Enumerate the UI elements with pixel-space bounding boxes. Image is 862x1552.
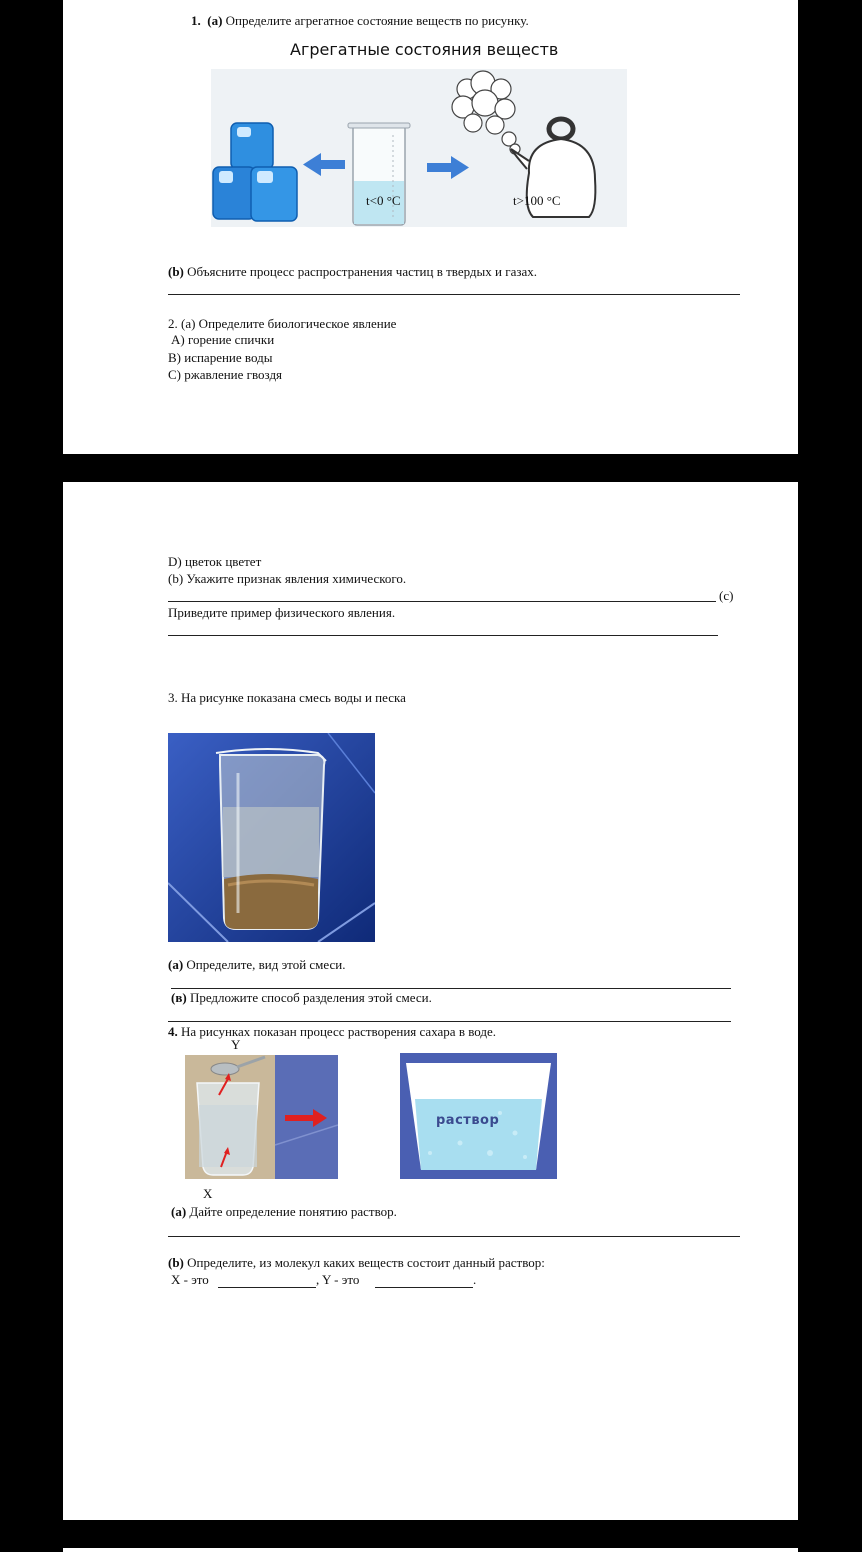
end-dot: . [473,1272,477,1287]
label-y: Y [231,1037,241,1052]
answer-line-x[interactable] [218,1287,316,1288]
ice-cubes-icon [213,123,297,221]
answer-line-2b[interactable] [168,601,716,602]
question-2a: 2. (а) Определите биологическое явление [168,316,397,331]
y-is-label: , Y - это [316,1272,360,1287]
option-b: B) испарение воды [168,350,273,365]
beaker-icon [348,123,410,225]
answer-line-y[interactable] [375,1287,473,1288]
answer-line-2c[interactable] [168,635,718,636]
sugar-dissolving-photo [185,1055,338,1179]
question-2c-marker: (c) [719,588,734,603]
arrow-right-icon [427,156,469,179]
solution-diagram [400,1053,557,1179]
figure-title: Агрегатные состояния веществ [290,40,559,59]
solution-label: раствор [436,1113,500,1128]
answer-line-3b[interactable] [168,1021,731,1022]
worksheet-page-1 [63,0,798,454]
temperature-hot-label: t>100 °C [513,193,561,208]
glass-with-spoon-illustration [185,1055,338,1179]
option-a: A) горение спички [171,332,275,347]
temperature-cold-label: t<0 °C [366,193,401,208]
states-of-matter-illustration [211,69,627,227]
answer-line-4a[interactable] [168,1236,740,1237]
question-3b: (в) Предложите способ разделения этой смеси. [171,990,432,1005]
option-c: C) ржавление гвоздя [168,367,283,382]
worksheet-page-2 [63,482,798,1520]
option-d: D) цветок цветет [168,554,262,569]
arrow-left-icon [303,153,345,176]
label-x: X [203,1186,213,1201]
question-4b: (b) Определите, из молекул каких веществ состоит данный раствор: [168,1255,545,1270]
beaker-with-sand-illustration [168,733,375,942]
x-is-label: X - это [171,1272,209,1287]
steam-cloud-icon [452,71,520,154]
question-2b: (b) Укажите признак явления химического. [168,571,407,586]
question-1a: 1. (a) Определите агрегатное состояние веществ по рисунку. [191,13,529,28]
question-4a: (а) Дайте определение понятию раствор. [171,1204,397,1219]
states-of-matter-figure [211,69,627,227]
question-2c: Приведите пример физического явления. [168,605,396,620]
answer-line-1b[interactable] [168,294,740,295]
worksheet-page-3 [63,1548,798,1552]
question-4: 4. На рисунках показан процесс растворения сахара в воде. [168,1024,497,1039]
question-1b: (b) Объясните процесс распространения частиц в твердых и газах. [168,264,537,279]
question-3a: (а) Определите, вид этой смеси. [168,957,346,972]
question-3: 3. На рисунке показана смесь воды и песка [168,690,406,705]
answer-line-3a[interactable] [171,988,731,989]
water-sand-beaker-photo [168,733,375,942]
